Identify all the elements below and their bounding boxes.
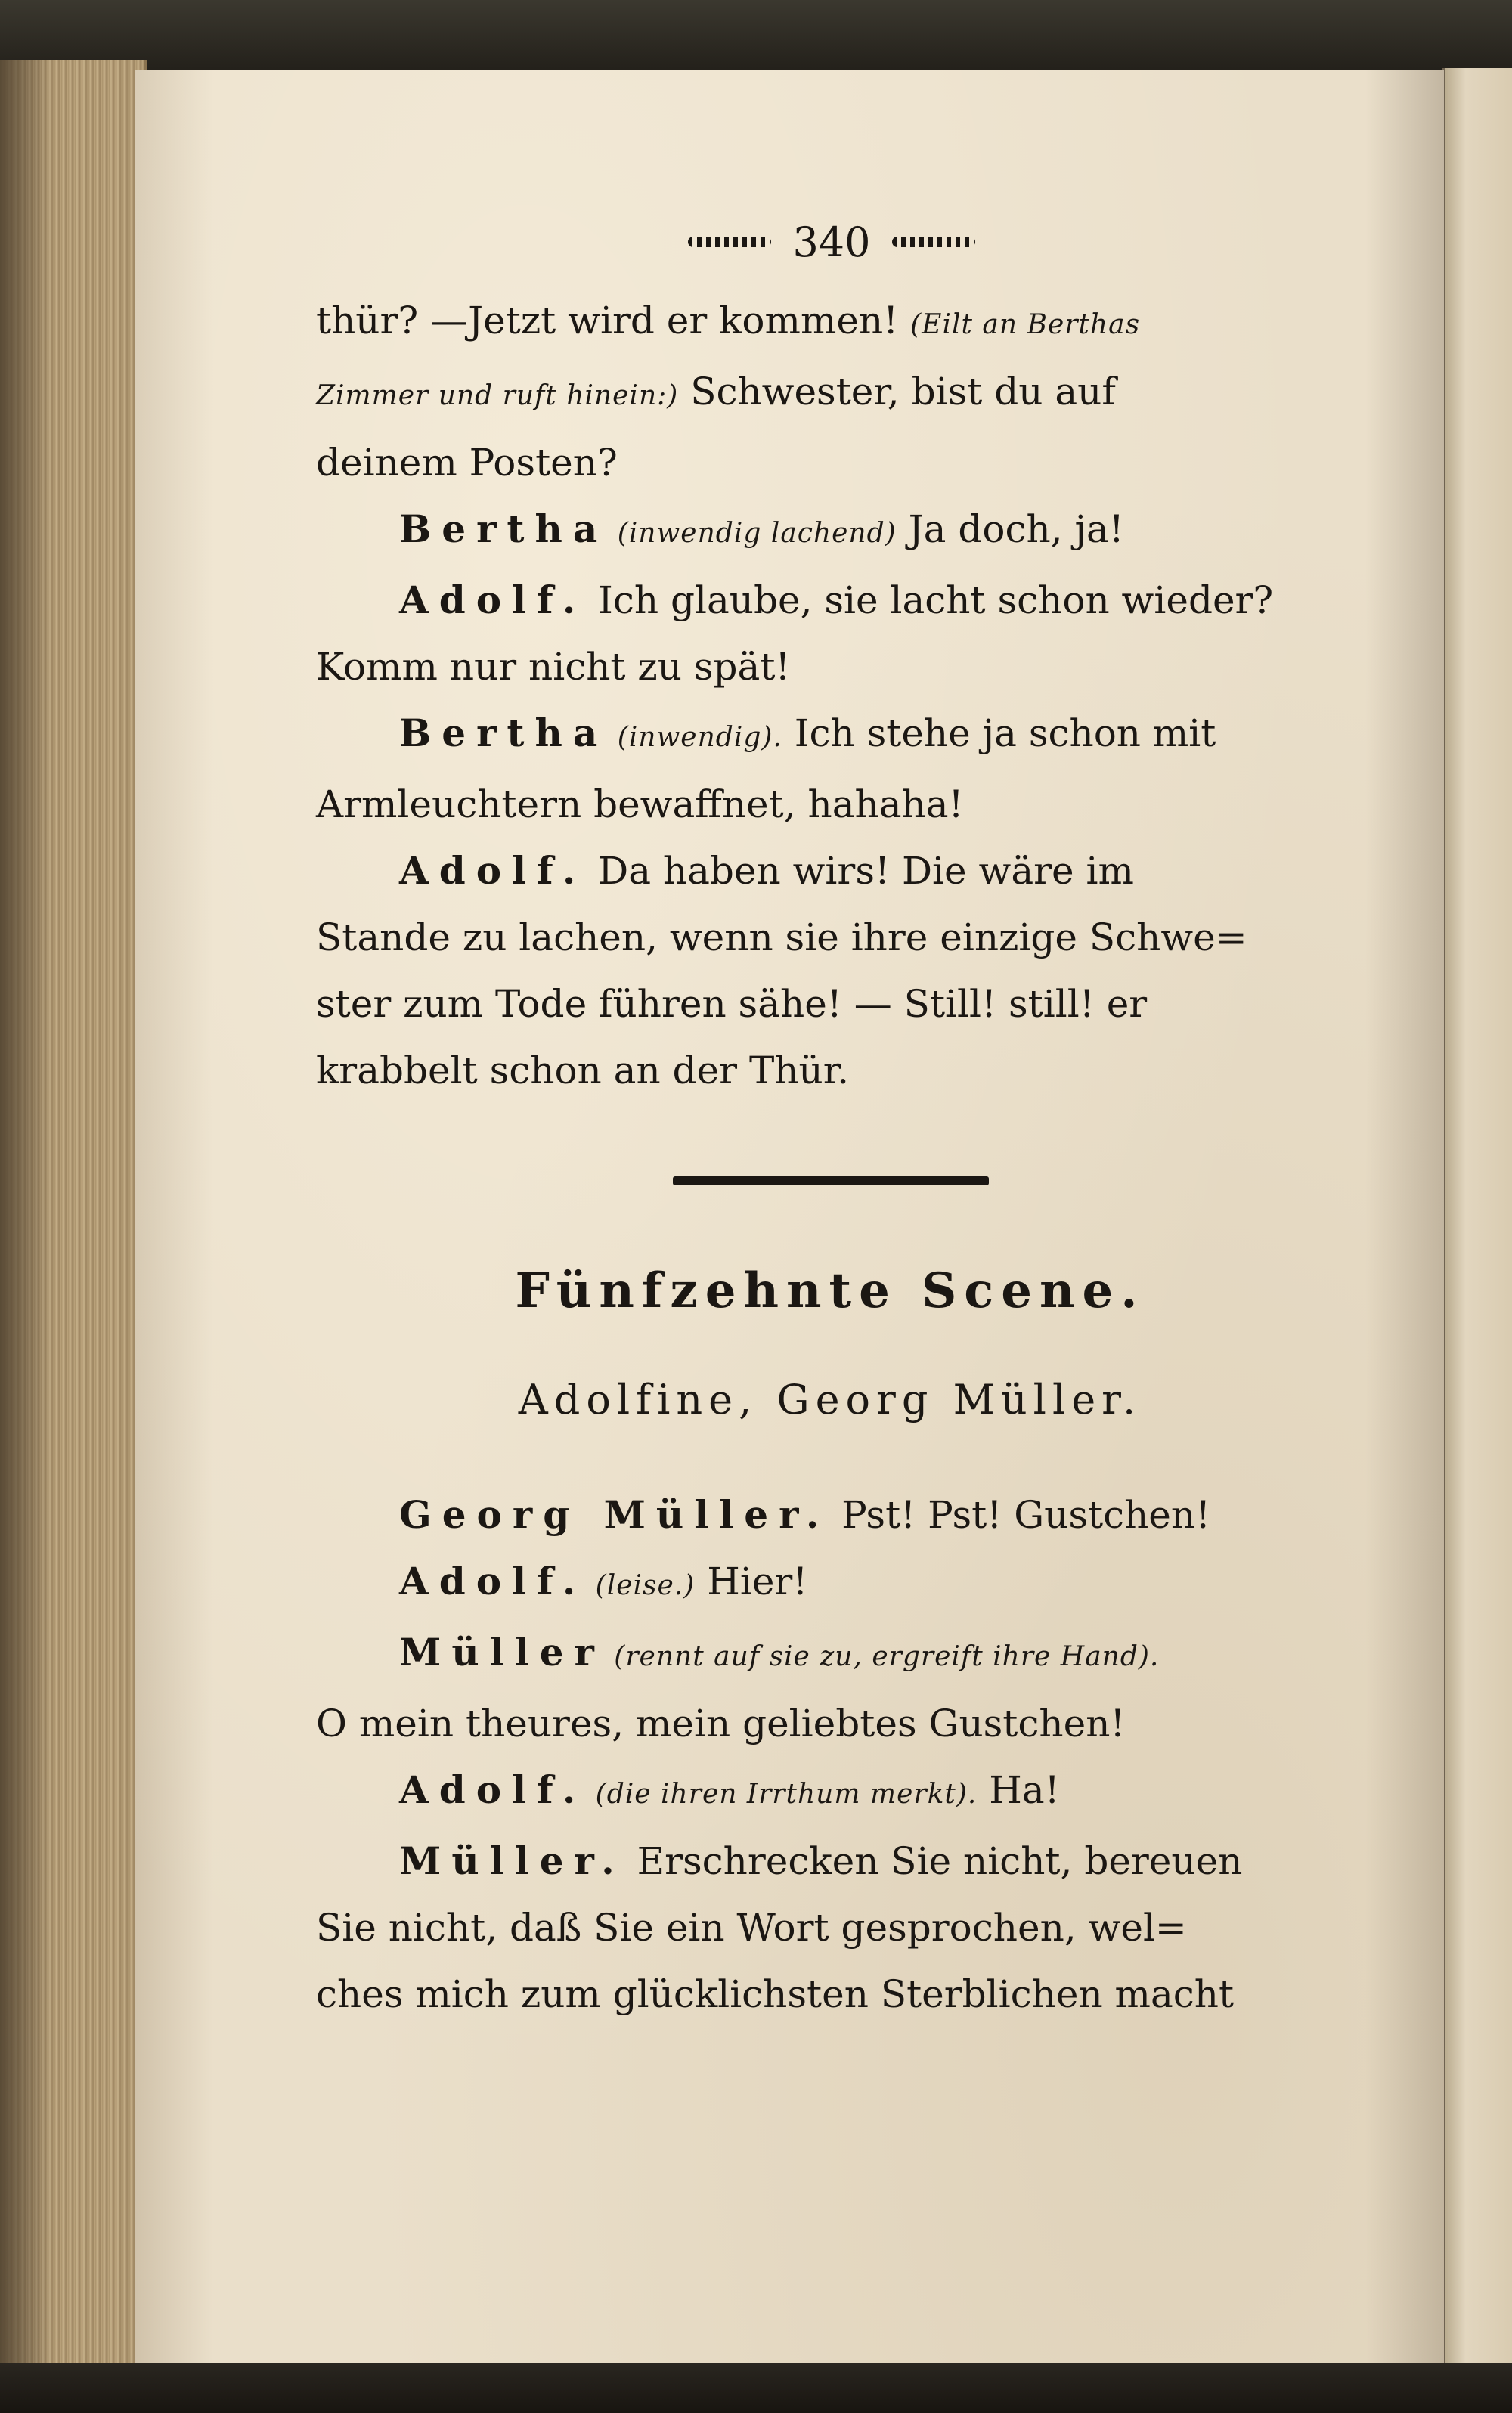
speaker-name: Bertha (399, 506, 609, 551)
line-text: ches mich zum glücklichsten Sterblichen macht (316, 1972, 1235, 2016)
text-line (316, 700, 1344, 771)
speaker-name: Bertha (399, 711, 609, 755)
text-line (316, 1894, 1344, 1961)
line-text: Pst! Pst! Gustchen! (829, 1493, 1211, 1537)
line-text: Ich stehe ja schon mit (782, 711, 1216, 755)
book-cover-top-edge (0, 0, 1512, 72)
line-text: Sie nicht, daß Sie ein Wort gesprochen, wel= (316, 1906, 1187, 1950)
text-line (316, 1690, 1344, 1757)
line-text: Da haben wirs! Die wäre im (586, 849, 1134, 893)
facing-page-edge (1442, 68, 1512, 2366)
binding-shadow (0, 60, 53, 2374)
speaker-name: Adolf. (399, 1559, 587, 1603)
line-text: Ich glaube, sie lacht schon wieder? (586, 578, 1274, 622)
speaker-name: Adolf. (399, 578, 587, 622)
stage-direction: (inwendig). (608, 722, 782, 753)
header-ornament-right (892, 237, 975, 247)
stage-direction: (leise.) (586, 1570, 696, 1601)
body-text (316, 287, 1344, 1104)
text-line (316, 358, 1344, 429)
stage-direction: (die ihren Irrthum merkt). (586, 1779, 978, 1810)
line-text: Armleuchtern bewaffnet, hahaha! (316, 782, 964, 826)
scene-title: Fünfzehnte Scene. (515, 1262, 1145, 1319)
line-text: Erschrecken Sie nicht, bereuen (624, 1839, 1243, 1883)
text-line (316, 1961, 1344, 2027)
text-line (316, 971, 1344, 1037)
text-line (316, 1037, 1344, 1104)
text-line (316, 1619, 1344, 1690)
stage-direction: (inwendig lachend) (608, 518, 897, 549)
scene-text (316, 1482, 1344, 2027)
speaker-name: Müller. (399, 1838, 625, 1883)
line-text: Ja doch, ja! (896, 507, 1124, 551)
line-text: O mein theures, mein geliebtes Gustchen! (316, 1702, 1126, 1745)
text-line (316, 567, 1344, 633)
text-line (316, 633, 1344, 700)
text-line (316, 1828, 1344, 1894)
scene-persons: Adolfine, Georg Müller. (518, 1376, 1142, 1423)
text-line (316, 1757, 1344, 1828)
text-line (316, 838, 1344, 904)
line-text: Stande zu lachen, wenn sie ihre einzige Schwe= (316, 915, 1247, 959)
line-text: Hier! (695, 1560, 808, 1603)
line-text: ster zum Tode führen sähe! — Still! still! er (316, 982, 1148, 1026)
page-header (650, 212, 1013, 272)
line-text: Ha! (977, 1768, 1060, 1812)
text-line (316, 771, 1344, 838)
speaker-name: Adolf. (399, 848, 587, 893)
speaker-name: Georg Müller. (399, 1492, 830, 1537)
page-number: 340 (792, 218, 871, 266)
line-text: Komm nur nicht zu spät! (316, 645, 791, 689)
speaker-name: Müller (399, 1630, 605, 1674)
stage-direction: (Eilt an Berthas (910, 309, 1141, 340)
scene-divider-rule (673, 1176, 989, 1185)
line-text: deinem Posten? (316, 441, 618, 485)
text-line (316, 287, 1344, 358)
text-line (316, 496, 1344, 567)
line-text: Schwester, bist du auf (678, 370, 1116, 414)
text-line (316, 429, 1344, 496)
text-line (316, 1482, 1344, 1548)
line-text: thür? —Jetzt wird er kommen! (316, 299, 911, 342)
line-text: krabbelt schon an der Thür. (316, 1049, 850, 1092)
stage-direction: Zimmer und ruft hinein:) (316, 380, 679, 411)
stage-direction: (rennt auf sie zu, ergreift ihre Hand). (604, 1641, 1160, 1672)
text-line (316, 1548, 1344, 1619)
text-line (316, 904, 1344, 971)
header-ornament-left (688, 237, 771, 247)
speaker-name: Adolf. (399, 1767, 587, 1812)
book-cover-bottom-edge (0, 2363, 1512, 2413)
